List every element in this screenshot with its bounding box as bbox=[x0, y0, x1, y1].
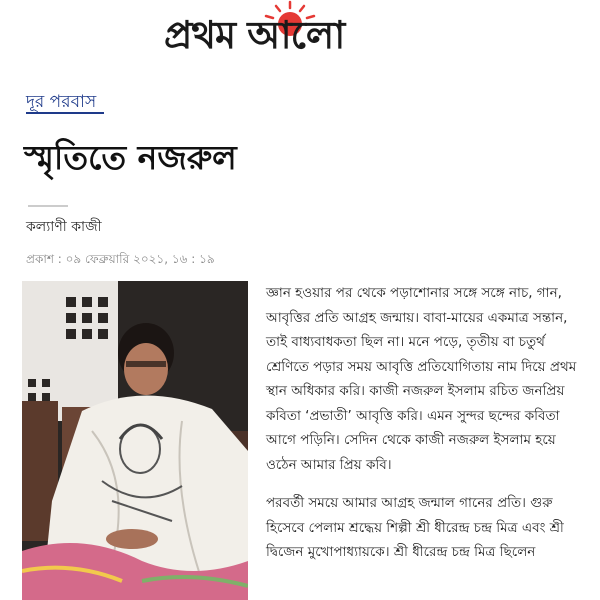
article-headline: স্মৃতিতে নজরুল bbox=[24, 138, 237, 177]
section-underline bbox=[26, 112, 104, 114]
masthead-title: প্রথম আলো bbox=[164, 13, 345, 57]
published-timestamp: প্রকাশ : ০৯ ফেব্রুয়ারি ২০২১, ১৬ : ১৯ bbox=[26, 252, 215, 266]
article-photo[interactable] bbox=[22, 281, 248, 600]
article-photo-image bbox=[22, 281, 248, 600]
section-link[interactable]: দূর পরবাস bbox=[26, 92, 97, 112]
article-body bbox=[266, 281, 586, 579]
headline-divider bbox=[28, 205, 68, 207]
article-paragraph: জ্ঞান হওয়ার পর থেকে পড়াশোনার সঙ্গে সঙ্গে নাচ, গান, আবৃত্তির প্রতি আগ্রহ জন্মায়। বাবা-মায়ের একমাত্র সন্তান, তাই বাধ্যবাধকতা ছিল না। মনে পড়ে, তৃতীয় বা চতুর্থ শ্রেণিতে পড়ার সময় আবৃত্তি প্রতিযোগিতায় নাম দিয়ে প্রথম স্থান অধিকার করি। কাজী নজরুল ইসলাম রচিত জনপ্রিয় কবিতা ‘প্রভাতী’ আবৃত্তি করি। এমন সুন্দর ছন্দের কবিতা আগে পড়িনি। সেদিন থেকে কাজী নজরুল ইসলাম হয়ে ওঠেন আমার প্রিয় কবি। bbox=[266, 285, 577, 473]
author-link[interactable]: কল্যাণী কাজী bbox=[26, 219, 102, 235]
masthead-logo[interactable] bbox=[160, 0, 450, 62]
article-paragraph: পরবর্তী সময়ে আমার আগ্রহ জন্মাল গানের প্রতি। গুরু হিসেবে পেলাম শ্রদ্ধেয় শিল্পী শ্রী ধীরেন্দ্র চন্দ্র মিত্র এবং শ্রী দ্বিজেন মুখোপাধ্যায়কে। শ্রী ধীরেন্দ্র চন্দ্র মিত্র ছিলেন bbox=[266, 495, 564, 560]
